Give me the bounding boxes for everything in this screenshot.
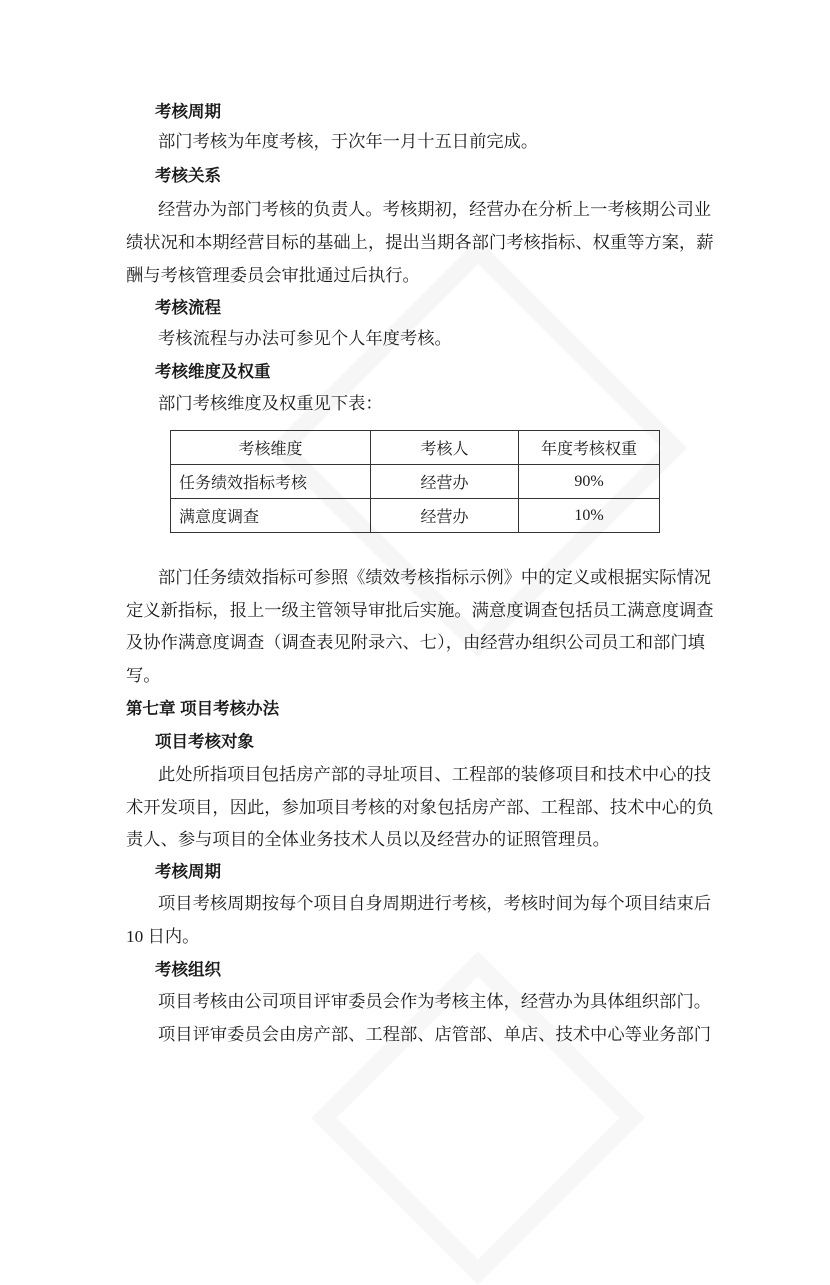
table-cell: 任务绩效指标考核	[171, 465, 371, 499]
paragraph-line: 责人、参与项目的全体业务技术人员以及经营办的证照管理员。	[126, 830, 610, 849]
paragraph-line: 及协作满意度调查（调查表见附录六、七），由经营办组织公司员工和部门填	[126, 633, 705, 652]
paragraph-line: 10 日内。	[126, 927, 200, 946]
table-cell: 10%	[519, 499, 660, 533]
table-cell: 经营办	[371, 465, 519, 499]
table-cell: 满意度调查	[171, 499, 371, 533]
paragraph-line: 项目考核由公司项目评审委员会作为考核主体，经营办为具体组织部门。	[158, 992, 712, 1011]
paragraph-line: 此处所指项目包括房产部的寻址项目、工程部的装修项目和技术中心的技	[158, 765, 712, 784]
weights-table	[170, 430, 660, 533]
table-header: 考核维度	[171, 431, 371, 465]
paragraph-line: 写。	[126, 666, 161, 685]
table-row	[171, 499, 660, 533]
table-cell: 经营办	[371, 499, 519, 533]
table-row	[171, 465, 660, 499]
paragraph-line: 经营办为部门考核的负责人。考核期初，经营办在分析上一考核期公司业	[158, 200, 712, 219]
paragraph-line: 项目考核周期按每个项目自身周期进行考核，考核时间为每个项目结束后	[158, 894, 712, 913]
heading-project-cycle: 考核周期	[155, 863, 221, 881]
paragraph-line: 项目评审委员会由房产部、工程部、店管部、单店、技术中心等业务部门	[158, 1025, 712, 1044]
paragraph-line: 部门任务绩效指标可参照《绩效考核指标示例》中的定义或根据实际情况	[158, 568, 712, 587]
paragraph-line: 酬与考核管理委员会审批通过后执行。	[126, 266, 420, 285]
paragraph-line: 定义新指标，报上一级主管领导审批后实施。满意度调查包括员工满意度调查	[126, 601, 714, 620]
heading-dimensions-weights: 考核维度及权重	[155, 363, 271, 381]
paragraph-line: 部门考核为年度考核，于次年一月十五日前完成。	[158, 132, 539, 151]
chapter-title: 第七章 项目考核办法	[126, 700, 280, 718]
paragraph-line: 部门考核维度及权重见下表：	[158, 394, 383, 413]
heading-assessment-organization: 考核组织	[155, 961, 221, 979]
table-header: 考核人	[371, 431, 519, 465]
table-cell: 90%	[519, 465, 660, 499]
heading-assessment-cycle: 考核周期	[155, 103, 221, 121]
heading-assessment-process: 考核流程	[155, 299, 221, 317]
table-header: 年度考核权重	[519, 431, 660, 465]
heading-project-targets: 项目考核对象	[155, 733, 254, 751]
heading-assessment-relation: 考核关系	[155, 167, 221, 185]
paragraph-line: 考核流程与办法可参见个人年度考核。	[158, 329, 452, 348]
paragraph-line: 绩状况和本期经营目标的基础上，提出当期各部门考核指标、权重等方案，薪	[126, 233, 714, 252]
table-header-row	[171, 431, 660, 465]
paragraph-line: 术开发项目，因此，参加项目考核的对象包括房产部、工程部、技术中心的负	[126, 798, 714, 817]
